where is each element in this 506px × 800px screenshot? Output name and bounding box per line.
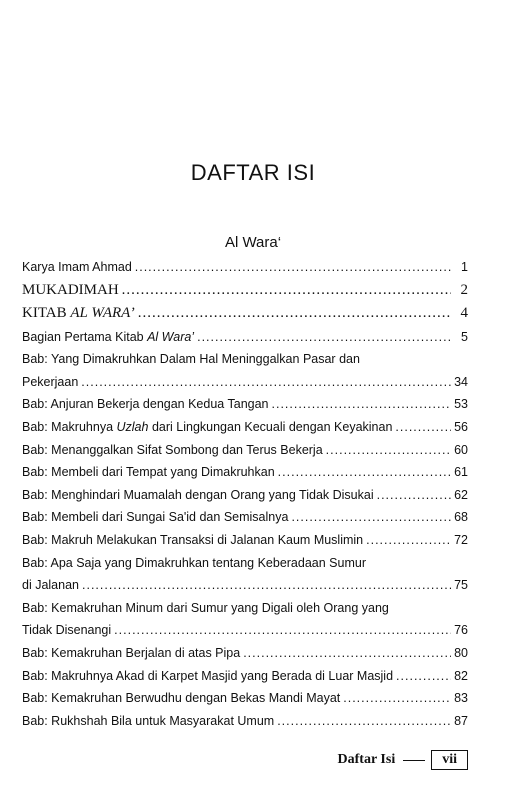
toc-page-number: 80	[454, 645, 468, 660]
toc-entry	[22, 348, 468, 393]
toc-entry-text: Bab: Apa Saja yang Dimakruhkan tentang Keberadaan Sumur	[22, 555, 366, 570]
footer-page-number: vii	[431, 750, 468, 770]
page-title: DAFTAR ISI	[190, 160, 316, 185]
dot-leader	[366, 529, 451, 552]
toc-entry-text: dari Lingkungan Kecuali dengan Keyakinan	[148, 419, 393, 434]
toc-page-number: 83	[454, 691, 468, 706]
toc-entry	[22, 279, 468, 303]
toc-entry-italic-text: Uzlah	[116, 419, 149, 434]
toc-entry-text: Bagian Pertama Kitab	[22, 329, 148, 344]
dot-leader	[114, 619, 451, 642]
toc-page-number: 5	[461, 329, 468, 344]
toc-entry	[22, 393, 468, 416]
toc-entry	[22, 416, 468, 439]
toc-page-number: 53	[454, 397, 468, 412]
toc-page-number: 56	[454, 419, 468, 434]
toc-entry-title	[22, 439, 323, 462]
toc-page-number: 1	[461, 260, 468, 274]
toc-page-number: 76	[454, 623, 468, 638]
toc-entry	[22, 506, 468, 529]
toc-entry-title	[22, 461, 275, 484]
toc-entry	[22, 710, 468, 733]
toc-entry	[22, 439, 468, 462]
toc-page-number: 2	[460, 281, 468, 298]
toc-entry-text: Bab: Menanggalkan Sifat Sombong dan Terus Bekerja	[22, 442, 323, 457]
toc-entry	[22, 597, 468, 642]
toc-entry-text: Bab: Membeli dari Sungai Sa'id dan Semisalnya	[22, 510, 289, 525]
toc-page-number: 75	[454, 578, 468, 593]
toc-entry-text: Bab: Kemakruhan Minum dari Sumur yang Digali oleh Orang yang	[22, 600, 389, 615]
toc-entry-title	[22, 302, 135, 326]
dot-leader	[343, 687, 451, 710]
toc-entry-text: Bab: Makruh Melakukan Transaksi di Jalanan Kaum Muslimin	[22, 532, 364, 547]
toc-entry-title	[22, 552, 366, 575]
dot-leader	[395, 416, 451, 439]
toc-page-number: 61	[454, 465, 468, 480]
toc-entry-continuation: Tidak Disenangi	[22, 623, 112, 638]
toc-entry-title	[22, 642, 240, 665]
dot-leader	[291, 506, 451, 529]
toc-page-number: 82	[454, 668, 468, 683]
dot-leader	[122, 279, 451, 303]
toc-entry-text: Bab: Kemakruhan Berwudhu dengan Bekas Mandi Mayat	[22, 691, 341, 706]
toc-entry-title	[22, 348, 360, 371]
dot-leader	[81, 371, 451, 394]
toc-page-number: 68	[454, 510, 468, 525]
toc-page-number: 87	[454, 713, 468, 728]
toc-entry	[22, 687, 468, 710]
toc-entry-text: Bab: Kemakruhan Berjalan di atas Pipa	[22, 645, 241, 660]
dot-leader	[138, 302, 451, 326]
toc-entry	[22, 256, 468, 279]
toc-entry-continuation: Pekerjaan	[22, 374, 79, 389]
toc-entry-title	[22, 279, 119, 303]
dot-leader	[396, 665, 451, 688]
toc-entry-text: Bab: Anjuran Bekerja dengan Kedua Tangan	[22, 397, 269, 412]
toc-entry-title	[22, 326, 194, 349]
toc-page-number: 72	[454, 532, 468, 547]
toc-page-number: 34	[454, 374, 468, 389]
footer-rule	[403, 760, 425, 761]
toc-entry-title	[22, 393, 269, 416]
toc-entry-text: Bab: Makruhnya Akad di Karpet Masjid yang Berada di Luar Masjid	[22, 668, 394, 683]
toc-entry	[22, 461, 468, 484]
toc-entry-continuation: di Jalanan	[22, 578, 79, 593]
dot-leader	[277, 710, 451, 733]
toc-entry-text: MUKADIMAH	[22, 281, 119, 298]
dot-leader	[377, 484, 451, 507]
dot-leader	[243, 642, 451, 665]
toc-entry-title	[22, 529, 363, 552]
toc-entry-title	[22, 665, 393, 688]
dot-leader	[82, 574, 451, 597]
section-heading: Al Wara‘	[224, 234, 282, 251]
dot-leader	[278, 461, 451, 484]
dot-leader	[197, 326, 451, 349]
toc-entry-text: KITAB	[22, 305, 71, 322]
toc-entry-title	[22, 484, 374, 507]
toc-entry	[22, 665, 468, 688]
toc-page-number: 62	[454, 487, 468, 502]
toc-entry	[22, 552, 468, 597]
toc-entry-text: Bab: Menghindari Muamalah dengan Orang yang Tidak Disukai	[22, 487, 374, 502]
dot-leader	[326, 439, 451, 462]
toc-entry-title	[22, 256, 132, 279]
toc-entry-text: Bab: Rukhshah Bila untuk Masyarakat Umum	[22, 713, 275, 728]
footer-label: Daftar Isi	[337, 752, 396, 767]
toc-entry	[22, 529, 468, 552]
toc-entry	[22, 326, 468, 349]
toc-page-number: 4	[460, 305, 468, 322]
toc-entry	[22, 642, 468, 665]
toc-entry-title	[22, 687, 340, 710]
toc-entry-title	[22, 416, 392, 439]
page-footer	[338, 750, 468, 770]
toc-entry-italic-text: AL WARA’	[70, 305, 135, 322]
toc-entry	[22, 484, 468, 507]
dot-leader	[272, 393, 452, 416]
dot-leader	[135, 256, 451, 279]
toc-entry-text: Bab: Yang Dimakruhkan Dalam Hal Meninggalkan Pasar dan	[22, 352, 360, 367]
toc-entry-text: Karya Imam Ahmad	[22, 260, 132, 274]
toc-entry	[22, 302, 468, 326]
toc-entry-text: Bab: Makruhnya	[22, 419, 117, 434]
toc-page-number: 60	[454, 442, 468, 457]
toc-entry-title	[22, 506, 288, 529]
toc-entry-text: Bab: Membeli dari Tempat yang Dimakruhkan	[22, 465, 275, 480]
table-of-contents	[22, 256, 468, 732]
toc-entry-title	[22, 710, 274, 733]
toc-entry-title	[22, 597, 389, 620]
toc-entry-italic-text: Al Wara’	[147, 329, 195, 344]
